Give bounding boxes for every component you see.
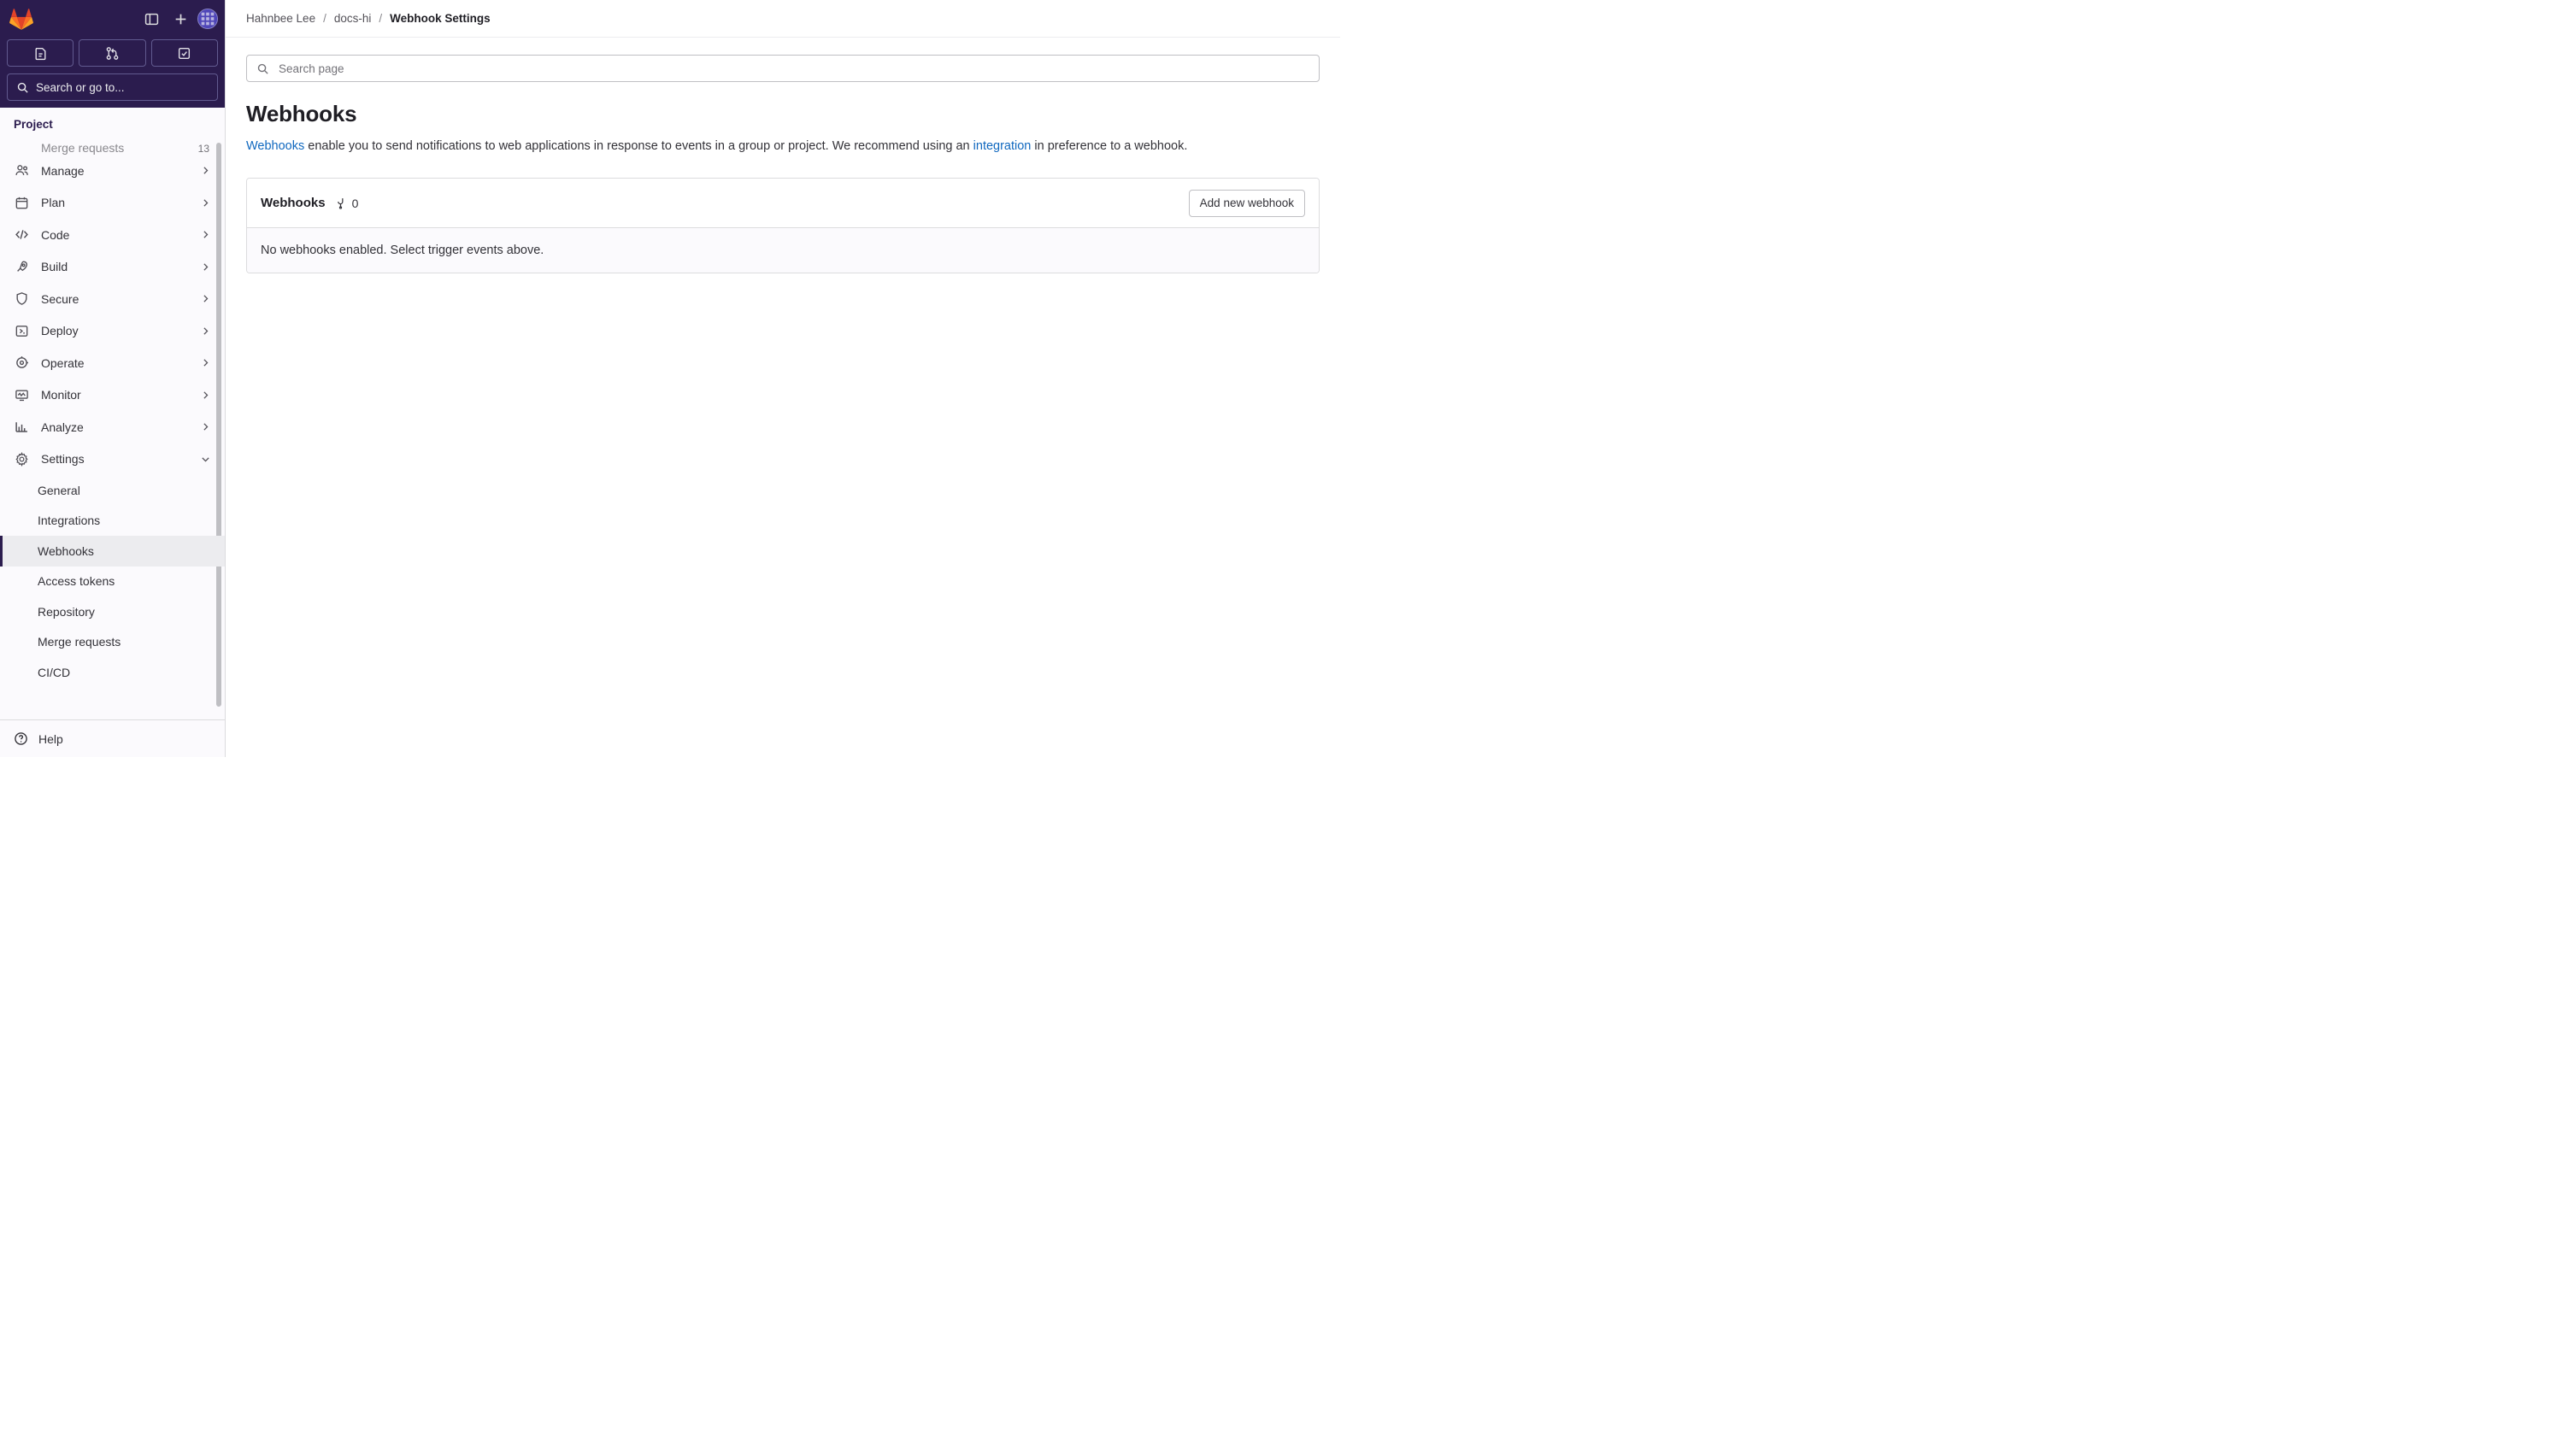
sidebar-item-integrations[interactable] xyxy=(0,506,225,537)
sidebar-item-secure[interactable] xyxy=(0,283,225,315)
rocket-icon xyxy=(14,259,29,274)
webhooks-empty-state: No webhooks enabled. Select trigger events above. xyxy=(247,228,1319,273)
page-title: Webhooks xyxy=(246,101,357,126)
sidebar-item-webhooks[interactable] xyxy=(0,536,225,567)
help-icon xyxy=(14,731,28,746)
sidebar-item-label: Deploy xyxy=(41,324,79,338)
sidebar-item-plan[interactable] xyxy=(0,187,225,220)
webhooks-card xyxy=(246,178,1320,273)
sidebar-item-access-tokens[interactable] xyxy=(0,567,225,597)
sidebar-header xyxy=(0,0,225,108)
breadcrumb-item-current: Webhook Settings xyxy=(390,12,491,25)
webhooks-count-value: 0 xyxy=(351,196,359,210)
merge-request-icon xyxy=(14,139,29,155)
sidebar-nav-scroll xyxy=(0,136,225,719)
webhooks-card-title: Webhooks xyxy=(261,196,326,211)
sidebar xyxy=(0,0,226,757)
webhooks-card-header xyxy=(247,179,1319,228)
sidebar-search-label: Search or go to... xyxy=(36,80,125,94)
gear-icon xyxy=(14,451,29,467)
hook-icon xyxy=(334,197,347,209)
chevron-right-icon xyxy=(200,261,211,273)
sidebar-item-label: Plan xyxy=(41,196,66,210)
code-icon xyxy=(14,227,29,243)
gitlab-tanuki-logo[interactable] xyxy=(9,6,34,32)
chevron-right-icon xyxy=(200,421,211,432)
cloud-gear-icon xyxy=(14,355,29,371)
sidebar-search-button[interactable] xyxy=(7,73,218,101)
sidebar-item-analyze[interactable] xyxy=(0,411,225,443)
chevron-right-icon xyxy=(200,390,211,401)
sidebar-subitem-label: Repository xyxy=(38,604,95,619)
sidebar-item-settings[interactable] xyxy=(0,443,225,476)
webhooks-doc-link[interactable]: Webhooks xyxy=(246,139,305,154)
sidebar-item-operate[interactable] xyxy=(0,347,225,379)
sidebar-topbar xyxy=(7,0,218,38)
todos-button[interactable] xyxy=(151,39,218,67)
toggle-sidebar-button[interactable] xyxy=(139,7,163,31)
chevron-right-icon xyxy=(200,293,211,304)
sidebar-subitem-label: Integrations xyxy=(38,514,101,528)
sidebar-item-label: Secure xyxy=(41,291,79,306)
breadcrumb-separator: / xyxy=(379,12,383,25)
sidebar-item-label: Build xyxy=(41,260,68,274)
sidebar-item-label: Merge requests xyxy=(41,141,125,155)
search-icon xyxy=(16,81,29,94)
sidebar-item-merge-requests-partial[interactable] xyxy=(0,136,225,155)
main-content xyxy=(226,0,1340,757)
sidebar-item-manage[interactable] xyxy=(0,155,225,187)
sidebar-item-label: Analyze xyxy=(41,420,84,434)
issues-button[interactable] xyxy=(7,39,74,67)
content-area xyxy=(226,38,1340,273)
sidebar-subitem-label: Access tokens xyxy=(38,574,115,589)
chevron-down-icon xyxy=(200,454,211,465)
chart-icon xyxy=(14,420,29,435)
shield-icon xyxy=(14,291,29,307)
breadcrumb-item-user[interactable]: Hahnbee Lee xyxy=(246,12,316,25)
sidebar-item-label: Settings xyxy=(41,452,85,467)
sidebar-item-build[interactable] xyxy=(0,251,225,284)
sidebar-item-label: Operate xyxy=(41,355,85,370)
page-description-text-2: in preference to a webhook. xyxy=(1031,139,1188,154)
page-search[interactable] xyxy=(246,55,1320,82)
merge-requests-button[interactable] xyxy=(79,39,145,67)
calendar-icon xyxy=(14,195,29,210)
sidebar-item-label: Manage xyxy=(41,163,85,178)
integration-doc-link[interactable]: integration xyxy=(973,139,1032,154)
webhooks-count xyxy=(334,197,359,210)
users-icon xyxy=(14,163,29,179)
breadcrumb-separator: / xyxy=(323,12,326,25)
monitor-icon xyxy=(14,387,29,402)
sidebar-subitem-label: Merge requests xyxy=(38,635,121,649)
page-description-text-1: enable you to send notifications to web applications in response to events in a group or project. We recommend using an xyxy=(304,139,973,154)
chevron-right-icon xyxy=(200,326,211,337)
sidebar-section-title: Project xyxy=(14,118,53,131)
user-avatar[interactable] xyxy=(197,9,218,29)
deploy-icon xyxy=(14,323,29,338)
sidebar-help-label: Help xyxy=(38,731,63,746)
chevron-right-icon xyxy=(200,357,211,368)
sidebar-help-button[interactable] xyxy=(0,719,225,757)
sidebar-subitem-label: CI/CD xyxy=(38,665,71,679)
sidebar-item-general[interactable] xyxy=(0,475,225,506)
chevron-right-icon xyxy=(200,229,211,240)
add-new-webhook-button[interactable]: Add new webhook xyxy=(1189,190,1305,217)
sidebar-item-monitor[interactable] xyxy=(0,379,225,412)
sidebar-item-repository[interactable] xyxy=(0,596,225,627)
sidebar-subitem-label: Webhooks xyxy=(38,543,94,558)
search-icon xyxy=(256,62,269,75)
chevron-right-icon xyxy=(200,197,211,208)
breadcrumb-item-project[interactable]: docs-hi xyxy=(333,12,372,25)
sidebar-subitem-label: General xyxy=(38,483,80,497)
sidebar-item-code[interactable] xyxy=(0,219,225,251)
sidebar-item-merge-requests[interactable] xyxy=(0,627,225,658)
page-description xyxy=(246,138,1320,156)
sidebar-item-cicd[interactable] xyxy=(0,657,225,688)
search-input[interactable] xyxy=(277,62,1309,76)
sidebar-item-label: Monitor xyxy=(41,388,81,402)
breadcrumb xyxy=(226,0,1340,38)
sidebar-item-label: Code xyxy=(41,227,70,242)
sidebar-quick-links xyxy=(7,39,218,67)
sidebar-item-count: 13 xyxy=(197,143,209,155)
chevron-right-icon xyxy=(200,165,211,176)
sidebar-item-deploy[interactable] xyxy=(0,315,225,348)
create-new-button[interactable] xyxy=(168,7,192,31)
